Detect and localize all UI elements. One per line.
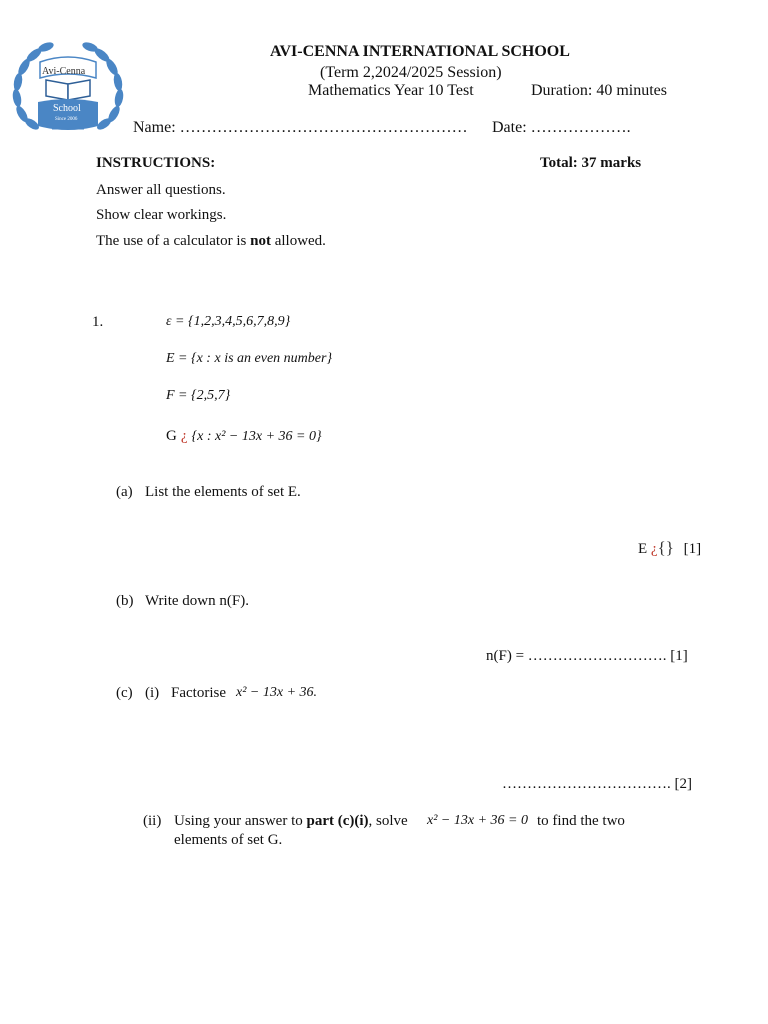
part-a-answer xyxy=(638,538,701,558)
part-c-i-answer: ……………………………. [2] xyxy=(502,776,692,792)
part-b-answer: n(F) = ………………………. [1] xyxy=(486,648,688,664)
instruction-line-3-bold: not xyxy=(250,233,271,249)
total-marks: Total: 37 marks xyxy=(540,155,642,171)
part-a-answer-braces: {} xyxy=(657,538,674,557)
part-a-answer-label: E xyxy=(638,541,648,557)
part-b-label: (b) xyxy=(116,593,134,609)
part-a-marks: [1] xyxy=(683,541,702,557)
logo-bottom-text: School xyxy=(53,103,81,114)
part-c-label: (c) xyxy=(116,685,133,701)
set-g-glyph: ¿ xyxy=(180,428,188,444)
term-info: (Term 2,2024/2025 Session) xyxy=(320,64,502,81)
date-field-line: Date: ………………. xyxy=(492,119,631,136)
part-c-ii-line-2: elements of set G. xyxy=(174,832,283,848)
part-c-ii-label: (ii) xyxy=(143,813,162,829)
instruction-line-3-pre: The use of a calculator is xyxy=(96,233,251,249)
part-c-i-label: (i) xyxy=(145,685,160,701)
subject-title: Mathematics Year 10 Test xyxy=(308,82,474,99)
instruction-line-3-post: allowed. xyxy=(270,233,326,249)
logo-top-text: Avi-Cenna xyxy=(42,66,86,77)
instruction-line-1: Answer all questions. xyxy=(96,182,226,198)
instruction-line-3 xyxy=(96,233,326,250)
school-logo xyxy=(12,40,124,140)
set-e-definition: E = {x : x is an even number} xyxy=(166,351,333,366)
instructions-heading: INSTRUCTIONS: xyxy=(96,155,216,171)
universal-set: ε = {1,2,3,4,5,6,7,8,9} xyxy=(166,314,291,329)
school-name: AVI-CENNA INTERNATIONAL SCHOOL xyxy=(270,43,570,60)
part-c-ii-pre: Using your answer to xyxy=(174,813,307,829)
logo-motto: Since 2006 xyxy=(55,117,78,122)
duration: Duration: 40 minutes xyxy=(531,82,667,99)
logo-wreath-icon xyxy=(12,40,124,140)
part-b-text: Write down n(F). xyxy=(145,593,249,609)
part-a-answer-glyph: ¿ xyxy=(650,541,658,557)
set-f-definition: F = {2,5,7} xyxy=(166,388,231,403)
part-c-i-text: Factorise xyxy=(171,685,226,701)
part-a-label: (a) xyxy=(116,484,133,500)
part-c-i-expression: x² − 13x + 36. xyxy=(236,685,318,700)
part-c-ii-expression: x² − 13x + 36 = 0 xyxy=(427,813,528,828)
part-c-ii-line-1 xyxy=(174,813,408,830)
set-g-definition xyxy=(166,427,322,445)
part-c-ii-post: to find the two xyxy=(537,813,625,829)
part-c-ii-mid: , solve xyxy=(368,813,408,829)
part-c-ii-bold: part (c)(i) xyxy=(306,813,369,829)
question-number: 1. xyxy=(92,314,104,330)
set-g-expression: {x : x² − 13x + 36 = 0} xyxy=(191,429,322,444)
name-field-line: Name: ……………………………………………… xyxy=(133,119,468,136)
instruction-line-2: Show clear workings. xyxy=(96,207,227,223)
set-g-label: G xyxy=(166,428,177,444)
part-a-text: List the elements of set E. xyxy=(145,484,301,500)
